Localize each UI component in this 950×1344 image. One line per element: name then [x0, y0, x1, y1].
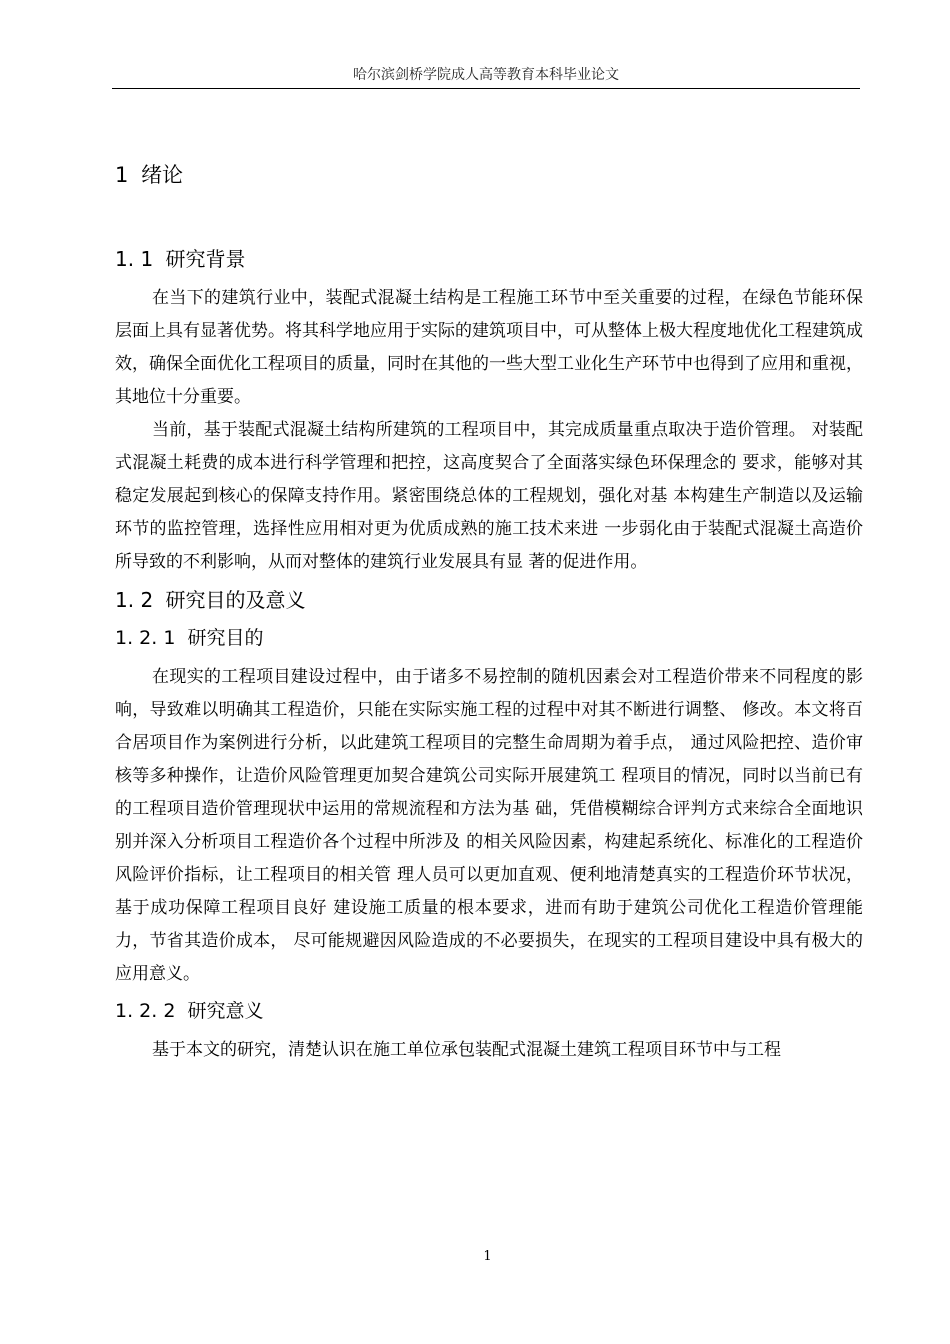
paragraph-significance: 基于本文的研究，清楚认识在施工单位承包装配式混凝土建筑工程项目环节中与工程: [152, 1040, 781, 1060]
section-number: 1. 2: [115, 588, 154, 612]
subsection-number: 1. 2. 2: [115, 1000, 176, 1022]
page-body: [115, 160, 863, 1067]
subsection-heading-purpose: [115, 624, 863, 652]
subsection-title: 研究目的: [187, 627, 264, 649]
chapter-heading: [115, 160, 863, 190]
section-number: 1. 1: [115, 247, 154, 271]
subsection-number: 1. 2. 1: [115, 627, 176, 649]
section-title: 研究目的及意义: [165, 588, 306, 612]
chapter-title: 绪论: [141, 163, 184, 187]
section-heading-background: [115, 244, 863, 274]
header-divider: [112, 88, 860, 89]
running-header: 哈尔滨剑桥学院成人高等教育本科毕业论文: [353, 67, 619, 83]
paragraph-background-2: 当前，基于装配式混凝土结构所建筑的工程项目中，其完成质量重点取决于造价管理。 对装配式混凝土耗费的成本进行科学管理和把控，这高度契合了全面落实绿色环保理念的 要求，能够对其稳定发展起到核心的保障支持作用。紧密围绕总体的工程规划，强化对基 本构建生产制造以及运输环节的监控管理，选择性应用相对更为优质成熟的施工技术来进 一步弱化由于装配式混凝土高造价所导致的不利影响，从而对整体的建筑行业发展具有显 著的促进作用。: [115, 420, 863, 572]
paragraph-background-1: 在当下的建筑行业中，装配式混凝土结构是工程施工环节中至关重要的过程，在绿色节能环保层面上具有显著优势。将其科学地应用于实际的建筑项目中，可从整体上极大程度地优化工程建筑成效，确保全面优化工程项目的质量，同时在其他的一些大型工业化生产环节中也得到了应用和重视，其地位十分重要。: [115, 288, 863, 407]
subsection-heading-significance: [115, 997, 863, 1025]
subsection-title: 研究意义: [187, 1000, 264, 1022]
section-title: 研究背景: [165, 247, 246, 271]
paragraph-purpose: 在现实的工程项目建设过程中，由于诸多不易控制的随机因素会对工程造价带来不同程度的影响，导致难以明确其工程造价，只能在实际实施工程的过程中对其不断进行调整、 修改。本文将百合居项目作为案例进行分析，以此建筑工程项目的完整生命周期为着手点， 通过风险把控、造价审核等多种操作，让造价风险管理更加契合建筑公司实际开展建筑工 程项目的情况，同时以当前已有的工程项目造价管理现状中运用的常规流程和方法为基 础，凭借模糊综合评判方式来综合全面地识别并深入分析项目工程造价各个过程中所涉及 的相关风险因素，构建起系统化、标准化的工程造价风险评价指标，让工程项目的相关管 理人员可以更加直观、便利地清楚真实的工程造价环节状况，基于成功保障工程项目良好 建设施工质量的根本要求，进而有助于建筑公司优化工程造价管理能力，节省其造价成本， 尽可能规避因风险造成的不必要损失，在现实的工程项目建设中具有极大的应用意义。: [115, 667, 863, 984]
section-heading-purpose-significance: [115, 585, 863, 615]
page-number: 1: [483, 1249, 492, 1264]
chapter-number: 1: [115, 163, 129, 187]
